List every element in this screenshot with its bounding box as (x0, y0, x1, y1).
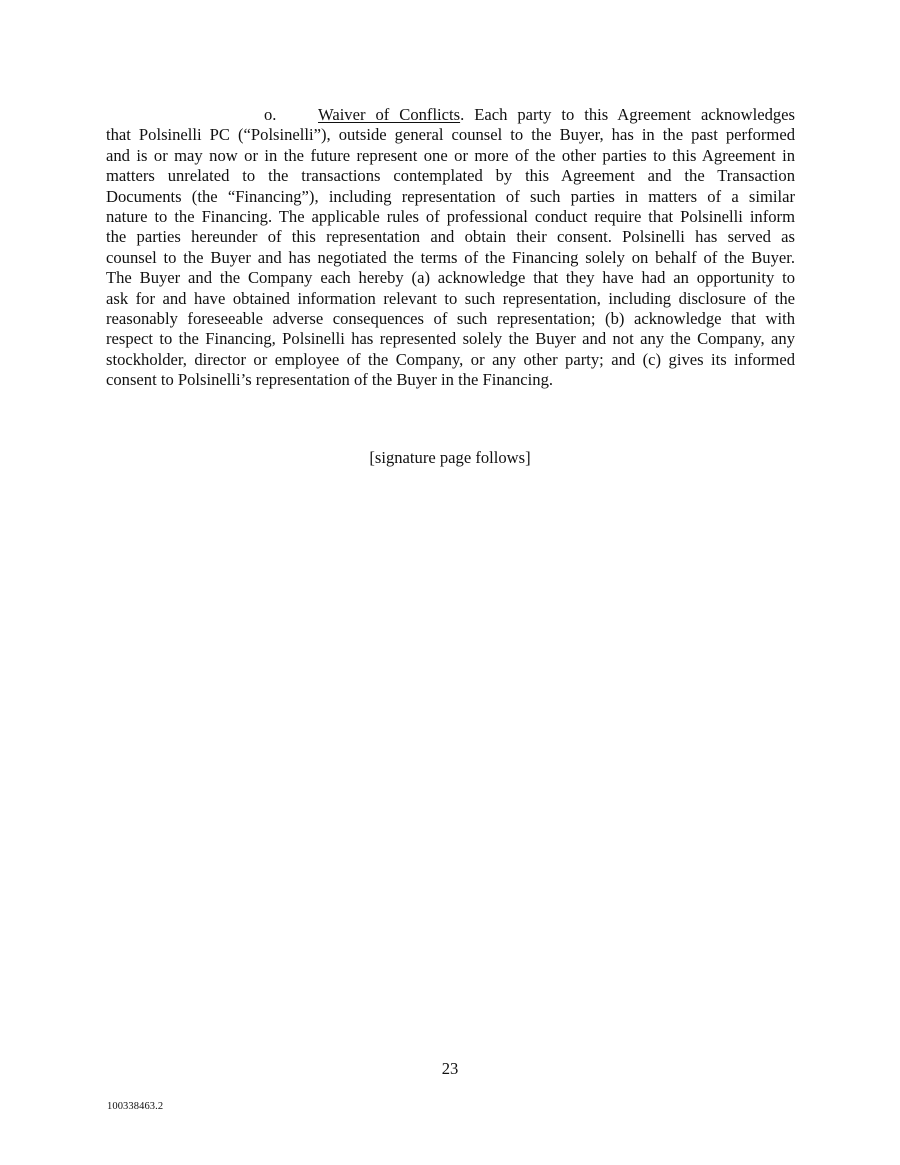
section-line-14: consent to Polsinelli’s representation of the Buyer in the Financing. (106, 370, 554, 390)
section-line-7: the parties hereunder of this representation and obtain their consent. Polsinelli has served as (106, 227, 795, 247)
section-line-10: ask for and have obtained information relevant to such representation, including disclosure of the (106, 288, 795, 308)
section-line-3: and is or may now or in the future represent one or more of the other parties to this Agreement in (106, 145, 795, 165)
section-line-11: reasonably foreseeable adverse consequences of such representation; (b) acknowledge that with (106, 309, 795, 329)
section-line-2: that Polsinelli PC (“Polsinelli”), outside general counsel to the Buyer, has in the past performed (106, 125, 795, 145)
page-number: 23 (441, 1059, 459, 1078)
section-first-line (106, 105, 795, 125)
section-line-12: respect to the Financing, Polsinelli has represented solely the Buyer and not any the Company, any (106, 329, 795, 349)
section-line-8: counsel to the Buyer and has negotiated the terms of the Financing solely on behalf of the Buyer. (106, 247, 795, 267)
section-line-6: nature to the Financing. The applicable rules of professional conduct require that Polsinelli inform (106, 207, 795, 227)
section-line-1: . Each party to this Agreement acknowledges (460, 105, 795, 124)
section-marker: o. (264, 105, 277, 124)
section-line-9: The Buyer and the Company each hereby (a) acknowledge that they have had an opportunity to (106, 268, 795, 288)
section-line-5: Documents (the “Financing”), including representation of such parties in matters of a similar (106, 186, 795, 206)
waiver-of-conflicts-section (106, 105, 795, 391)
section-line-4: matters unrelated to the transactions contemplated by this Agreement and the Transaction (106, 166, 795, 186)
section-heading: Waiver of Conflicts (318, 105, 461, 124)
section-line-13: stockholder, director or employee of the Company, or any other party; and (c) gives its informed (106, 349, 795, 369)
document-id: 100338463.2 (107, 1101, 164, 1112)
signature-page-note: [signature page follows] (369, 448, 531, 467)
